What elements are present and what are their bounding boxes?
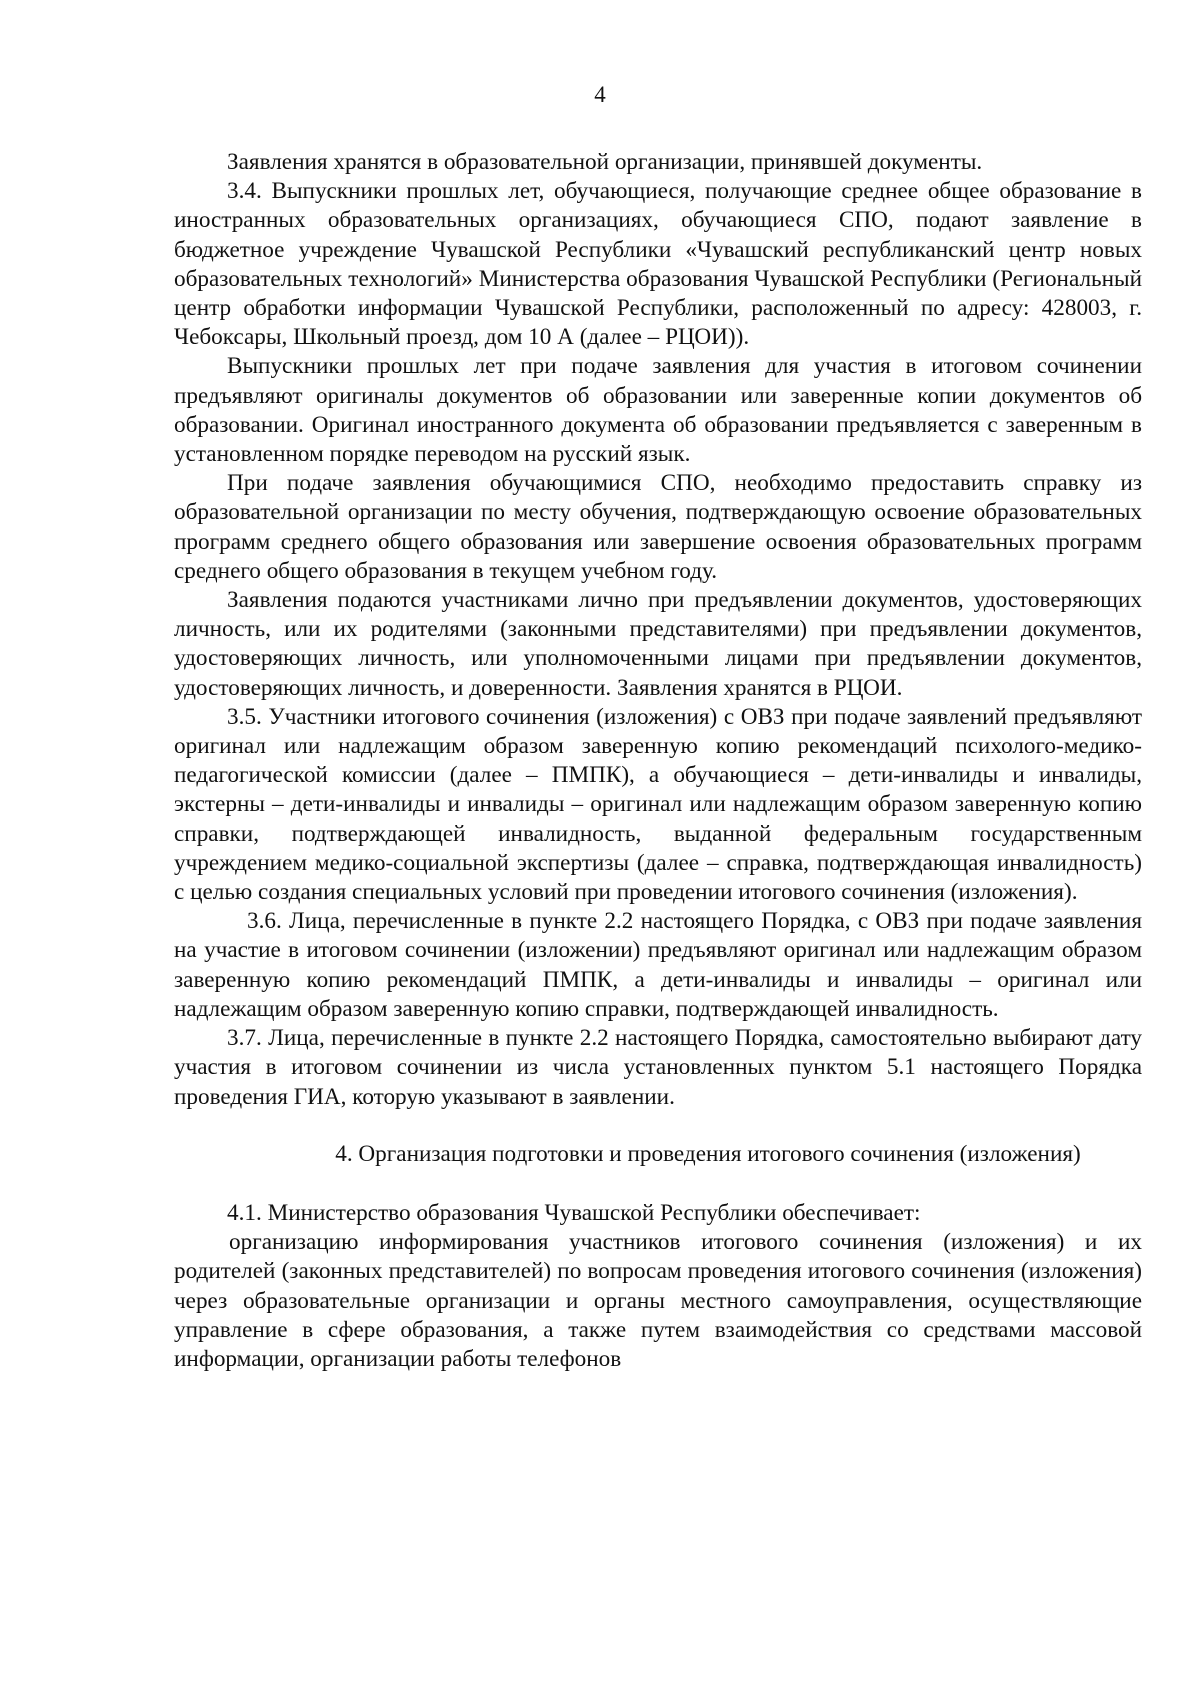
document-body <box>174 148 1142 1374</box>
paragraph-3-7: 3.7. Лица, перечисленные в пункте 2.2 настоящего Порядка, самостоятельно выбирают дату участия в итоговом сочинении из числа установленных пунктом 5.1 настоящего Порядка проведения ГИА, которую указывают в заявлении. <box>174 1025 1142 1110</box>
paragraph-graduates-documents: Выпускники прошлых лет при подаче заявления для участия в итоговом сочинении предъявляют оригиналы документов об образовании или заверенные копии документов об образовании. Оригинал иностранного документа об образовании предъявляется с заверенным в установленном порядке переводом на русский язык. <box>174 353 1142 468</box>
section-heading: 4. Организация подготовки и проведения итогового сочинения (изложения) <box>335 1140 1081 1167</box>
paragraph-spo-certificate: При подаче заявления обучающимися СПО, необходимо предоставить справку из образовательной организации по месту обучения, подтверждающую освоение образовательных программ среднего общего образования или завершение освоения образовательных программ среднего общего образования в текущем учебном году. <box>174 470 1142 584</box>
paragraph-submission: Заявления подаются участниками лично при предъявлении документов, удостоверяющих личность, или их родителями (законными представителями) при предъявлении документов, удостоверяющих личность, или уполномоченными лицами при предъявлении документов, удостоверяющих личность, и доверенности. Заявления хранятся в РЦОИ. <box>174 587 1142 701</box>
paragraph-3-5: 3.5. Участники итогового сочинения (изложения) с ОВЗ при подаче заявлений предъявляют оригинал или надлежащим образом заверенную копию рекомендаций психолого-медико-педагогической комиссии (далее – ПМПК), а обучающиеся – дети-инвалиды и инвалиды, экстерны – дети-инвалиды и инвалиды – оригинал или надлежащим образом заверенную копию справки, подтверждающей инвалидность, выданной федеральным государственным учреждением медико-социальной экспертизы (далее – справка, подтверждающая инвалидность) с целью создания специальных условий при проведении итогового сочинения (изложения). <box>174 703 1142 906</box>
page-number: 4 <box>594 82 606 107</box>
paragraph-storage-note: Заявления хранятся в образовательной организации, принявшей документы. <box>227 149 983 175</box>
paragraph-4-1: 4.1. Министерство образования Чувашской Республики обеспечивает: <box>227 1199 921 1226</box>
paragraph-3-6: 3.6. Лица, перечисленные в пункте 2.2 настоящего Порядка, с ОВЗ при подаче заявления на участие в итоговом сочинении (изложении) предъявляют оригинал или надлежащим образом заверенную копию рекомендаций ПМПК, а дети-инвалиды и инвалиды – оригинал или надлежащим образом заверенную копию справки, подтверждающей инвалидность. <box>174 908 1142 1022</box>
paragraph-3-4: 3.4. Выпускники прошлых лет, обучающиеся, получающие среднее общее образование в иностранных образовательных организациях, обучающиеся СПО, подают заявление в бюджетное учреждение Чувашской Республики «Чувашский республиканский центр новых образовательных технологий» Министерства образования Чувашской Республики (Региональный центр обработки информации Чувашской Республики, расположенный по адресу: 428003, г. Чебоксары, Школьный проезд, дом 10 А (далее – РЦОИ)). <box>174 178 1142 351</box>
paragraph-informing: организацию информирования участников итогового сочинения (изложения) и их родителей (законных представителей) по вопросам проведения итогового сочинения (изложения) через образовательные организации и органы местного самоуправления, осуществляющие управление в сфере образования, а также путем взаимодействия со средствами массовой информации, организации работы телефонов <box>174 1229 1142 1372</box>
